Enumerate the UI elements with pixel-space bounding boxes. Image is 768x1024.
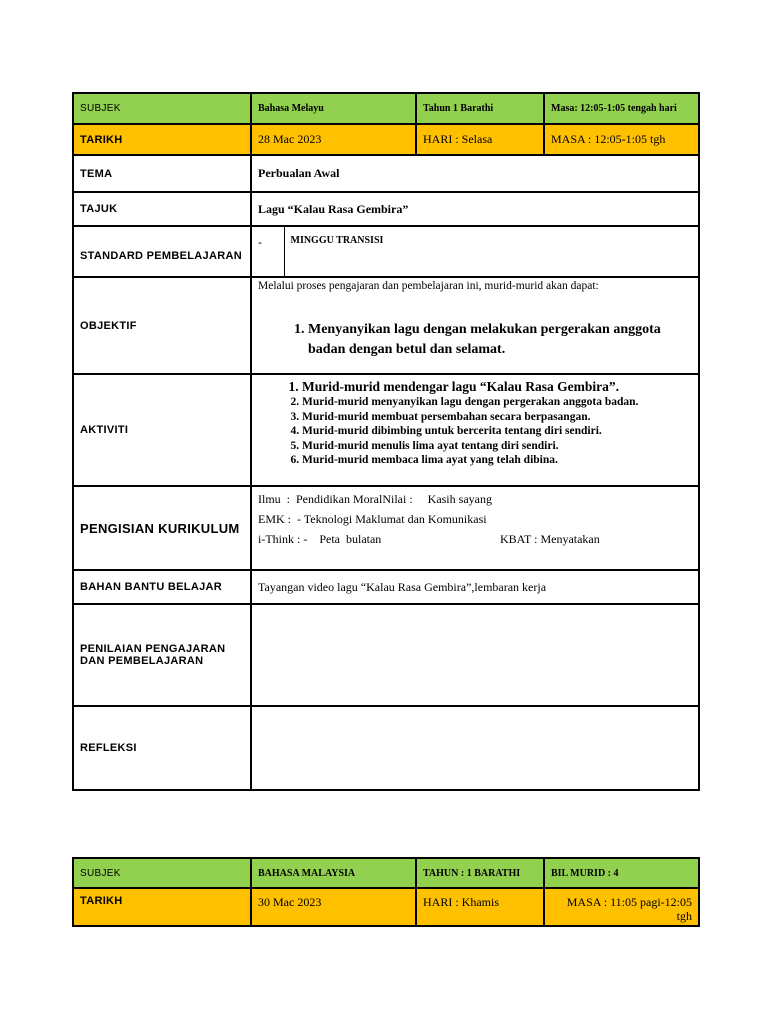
pengisian-emk: EMK : - Teknologi Maklumat dan Komunikasi — [258, 512, 487, 526]
pengisian-row — [73, 486, 699, 570]
tema-value: Perbualan Awal — [251, 155, 699, 192]
aktiviti-label: AKTIVITI — [73, 374, 251, 486]
bahan-label: BAHAN BANTU BELAJAR — [73, 570, 251, 604]
tarikh-date: 30 Mac 2023 — [251, 888, 416, 926]
masa-header-value: Masa: 12:05-1:05 tengah hari — [544, 93, 699, 124]
tarikh-label: TARIKH — [73, 124, 251, 155]
bil-murid-value: BIL MURID : 4 — [544, 858, 699, 888]
standard-dash: - — [252, 227, 284, 276]
pengisian-ithink: i-Think : - Peta bulatan — [258, 532, 382, 546]
pengisian-kbat: KBAT : Menyatakan — [500, 532, 600, 546]
header-row — [73, 93, 699, 124]
tarikh-row-2 — [73, 888, 699, 926]
tema-label: TEMA — [73, 155, 251, 192]
aktiviti-list — [258, 378, 692, 468]
aktiviti-item: 6. Murid-murid membaca lima ayat yang telah dibina. — [302, 453, 692, 468]
aktiviti-item: 2. Murid-murid menyanyikan lagu dengan pergerakan anggota badan. — [302, 395, 692, 410]
standard-label: STANDARD PEMBELAJARAN — [73, 226, 251, 277]
refleksi-value — [251, 706, 699, 790]
subjek-value: Bahasa Melayu — [251, 93, 416, 124]
refleksi-label: REFLEKSI — [73, 706, 251, 790]
pengisian-ilmu: Ilmu : Pendidikan MoralNilai : Kasih sayang — [258, 492, 492, 506]
objektif-item: 1. Menyanyikan lagu dengan melakukan pergerakan anggota badan dengan betul dan selamat. — [308, 320, 682, 360]
tema-row — [73, 155, 699, 192]
penilaian-label-line1: PENILAIAN PENGAJARAN — [80, 643, 226, 655]
subjek-label: SUBJEK — [73, 858, 251, 888]
tajuk-value: Lagu “Kalau Rasa Gembira” — [251, 192, 699, 226]
refleksi-row — [73, 706, 699, 790]
aktiviti-row — [73, 374, 699, 486]
aktiviti-item: 3. Murid-murid membuat persembahan secara berpasangan. — [302, 410, 692, 425]
aktiviti-item: 5. Murid-murid menulis lima ayat tentang diri sendiri. — [302, 439, 692, 454]
hari-value: HARI : Khamis — [416, 888, 544, 926]
masa-value: MASA : 12:05-1:05 tgh — [544, 124, 699, 155]
tarikh-date: 28 Mac 2023 — [251, 124, 416, 155]
objektif-row — [73, 277, 699, 374]
penilaian-row — [73, 604, 699, 706]
lesson-plan-table-2 — [72, 857, 700, 927]
pengisian-label: PENGISIAN KURIKULUM — [73, 486, 251, 570]
tarikh-label: TARIKH — [73, 888, 251, 926]
tajuk-row — [73, 192, 699, 226]
aktiviti-item: 1. Murid-murid mendengar lagu “Kalau Rasa Gembira”. — [302, 378, 692, 395]
subjek-label: SUBJEK — [73, 93, 251, 124]
header-row-2 — [73, 858, 699, 888]
tahun-value: TAHUN : 1 BARATHI — [416, 858, 544, 888]
standard-row — [73, 226, 699, 277]
tarikh-row — [73, 124, 699, 155]
aktiviti-item: 4. Murid-murid dibimbing untuk bercerita tentang diri sendiri. — [302, 424, 692, 439]
tahun-value: Tahun 1 Barathi — [416, 93, 544, 124]
masa-value — [544, 888, 699, 926]
penilaian-label — [73, 604, 251, 706]
objektif-label: OBJEKTIF — [73, 277, 251, 374]
objektif-intro: Melalui proses pengajaran dan pembelajaran ini, murid-murid akan dapat: — [258, 280, 599, 292]
hari-value: HARI : Selasa — [416, 124, 544, 155]
objektif-list — [252, 320, 698, 360]
tajuk-label: TAJUK — [73, 192, 251, 226]
penilaian-label-line2: DAN PEMBELAJARAN — [80, 655, 204, 667]
subjek-value: BAHASA MALAYSIA — [251, 858, 416, 888]
penilaian-value — [251, 604, 699, 706]
lesson-plan-table-1 — [72, 92, 700, 791]
masa-line1: MASA : 11:05 pagi-12:05 — [566, 895, 692, 909]
masa-line2: tgh — [676, 909, 692, 923]
bahan-row — [73, 570, 699, 604]
standard-value: MINGGU TRANSISI — [290, 235, 384, 246]
bahan-value: Tayangan video lagu “Kalau Rasa Gembira”,lembaran kerja — [251, 570, 699, 604]
